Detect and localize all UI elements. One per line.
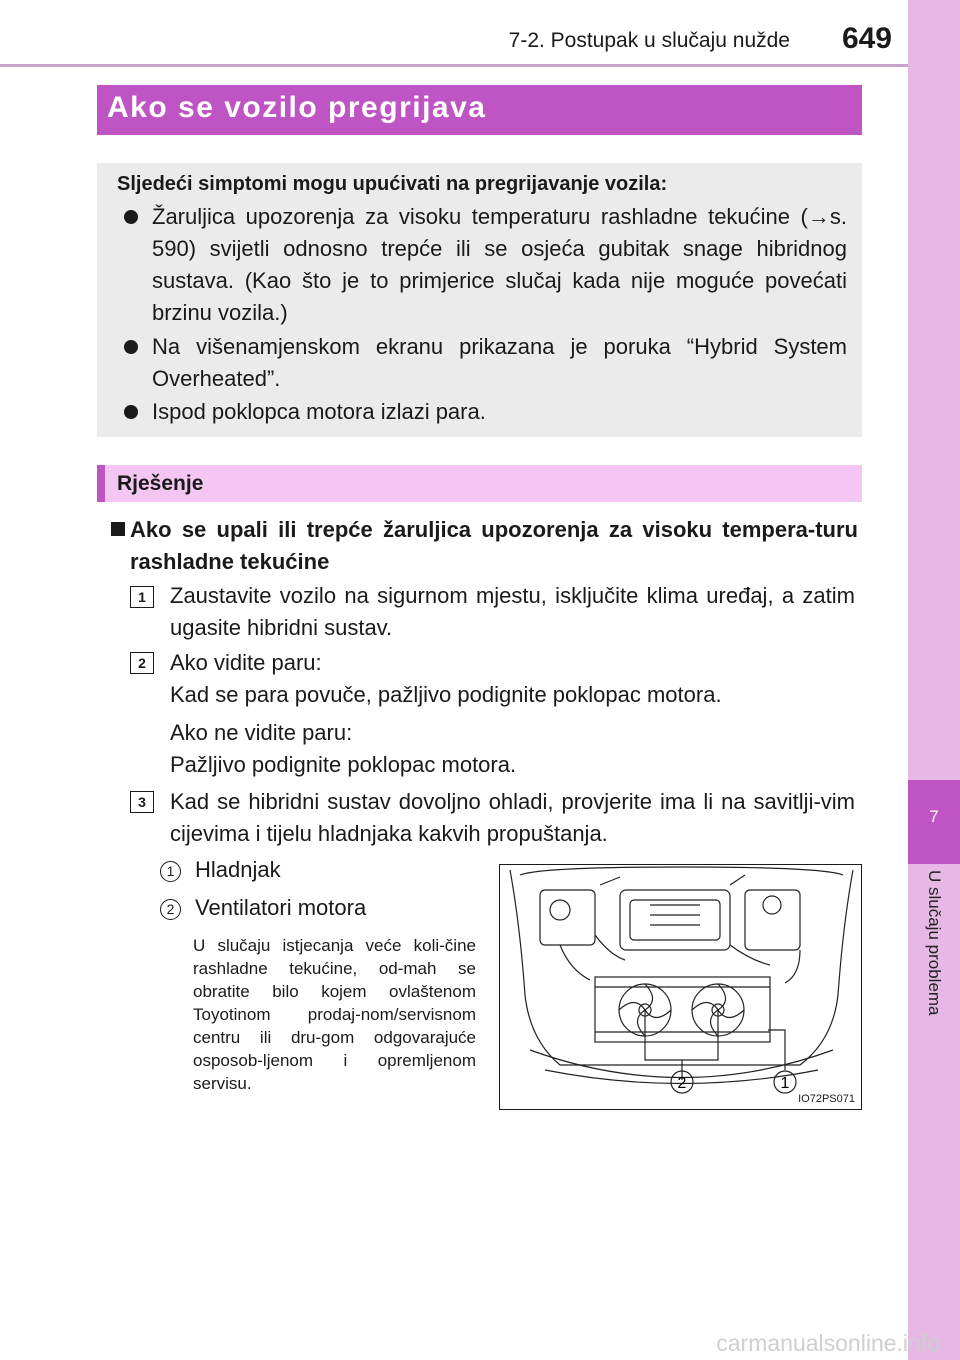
callout-number-2: 2 (160, 899, 181, 920)
square-bullet-icon (111, 522, 125, 536)
warning-note: U slučaju istjecanja veće koli-čine rashladne tekućine, od-mah se obratite bilo kojem ovlaštenom Toyotinom prodaj-nom/servisnom centru ili dru-gom odgovarajuće osposob-ljenom i opremljenom servisu. (193, 936, 476, 1093)
title-bar (97, 85, 862, 135)
engine-illustration (500, 865, 862, 1110)
figure-label-2: 2 (677, 1075, 687, 1092)
symptom-text: Žaruljica upozorenja za visoku temperaturu rashladne tekućine (→s. 590) svijetli odnosno trepće ili se osjeća gubitak snage hibridnog sustava. (Kao što je to primjerice slučaj kada nije moguće povećati brzinu vozila.) (152, 204, 847, 325)
callout-label-1: Hladnjak (195, 857, 281, 882)
step-2-line: Ako vidite paru: (170, 650, 322, 675)
step-2-line: Ako ne vidite paru: (170, 720, 353, 745)
solution-heading: Rješenje (117, 472, 204, 495)
symptom-item (152, 201, 847, 329)
page-number: 649 (841, 22, 892, 55)
symptom-text: Na višenamjenskom ekranu prikazana je poruka “Hybrid System Overheated”. (152, 334, 847, 391)
engine-compartment-figure (499, 864, 862, 1110)
bullet-icon (124, 340, 138, 354)
watermark: carmanualsonline.info (716, 1330, 940, 1356)
chapter-number: 7 (908, 780, 960, 864)
figure-label-1: 1 (780, 1075, 790, 1092)
section-reference: 7-2. Postupak u slučaju nužde (508, 29, 790, 52)
chapter-side-tab (908, 0, 960, 1360)
symptom-text: Ispod poklopca motora izlazi para. (152, 399, 486, 424)
step-number-1: 1 (130, 586, 154, 608)
bullet-icon (124, 210, 138, 224)
page-title: Ako se vozilo pregrijava (107, 91, 487, 124)
header-divider (0, 64, 908, 67)
figure-code: IO72PS071 (798, 1093, 855, 1105)
callout-label-2: Ventilatori motora (195, 895, 367, 920)
chapter-label: U slučaju problema (925, 870, 944, 1016)
symptoms-intro: Sljedeći simptomi mogu upućivati na pregrijavanje vozila: (117, 173, 668, 195)
procedure-heading-text: Ako se upali ili trepće žaruljica upozorenja za visoku tempera-turu rashladne tekućine (130, 517, 858, 574)
procedure-heading (130, 514, 858, 578)
symptoms-box (97, 163, 862, 437)
symptom-item (152, 331, 847, 395)
step-number-3: 3 (130, 791, 154, 813)
step-2-line: Pažljivo podignite poklopac motora. (170, 752, 517, 777)
step-2-line: Kad se para povuče, pažljivo podignite poklopac motora. (170, 682, 722, 707)
solution-heading-bar (97, 465, 862, 502)
bullet-icon (124, 405, 138, 419)
symptom-item (152, 396, 847, 428)
callout-number-1: 1 (160, 861, 181, 882)
step-number-2: 2 (130, 652, 154, 674)
step-1-text: Zaustavite vozilo na sigurnom mjestu, isključite klima uređaj, a zatim ugasite hibridni sustav. (170, 583, 855, 640)
step-3-text: Kad se hibridni sustav dovoljno ohladi, provjerite ima li na savitlji-vim cijevima i tijelu hladnjaka kakvih propuštanja. (170, 789, 855, 846)
